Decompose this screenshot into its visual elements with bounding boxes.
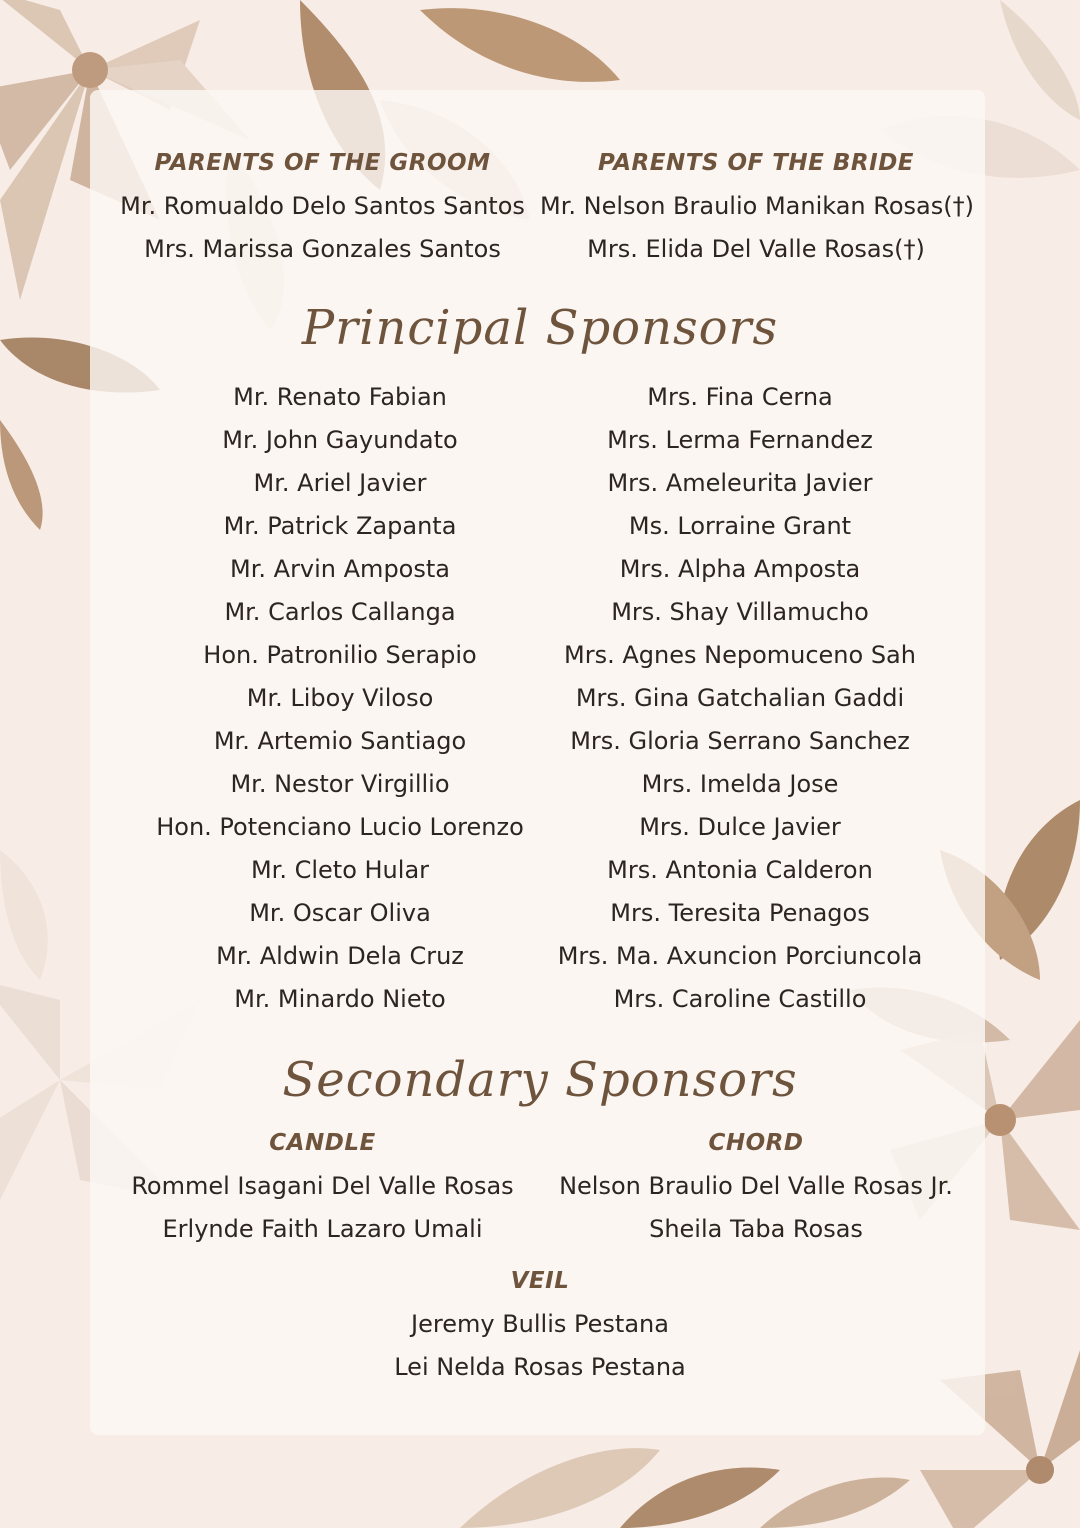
principal-sponsor-man: Mr. Ariel Javier: [253, 469, 427, 497]
principal-sponsor-man: Mr. Oscar Oliva: [249, 899, 431, 927]
chord-name: Sheila Taba Rosas: [649, 1215, 863, 1243]
principal-sponsor-woman: Mrs. Ameleurita Javier: [607, 469, 873, 497]
principal-sponsor-woman: Mrs. Teresita Penagos: [610, 899, 870, 927]
principal-sponsor-man: Mr. Liboy Viloso: [246, 684, 434, 712]
parents-bride-name: Mr. Nelson Braulio Manikan Rosas(†): [540, 192, 974, 220]
principal-sponsor-woman: Mrs. Agnes Nepomuceno Sah: [564, 641, 916, 669]
principal-sponsor-woman: Mrs. Gina Gatchalian Gaddi: [575, 684, 905, 712]
principal-sponsors-men-list: [140, 376, 540, 1021]
principal-sponsor-woman: Mrs. Dulce Javier: [639, 813, 841, 841]
principal-sponsor-woman: Mrs. Caroline Castillo: [613, 985, 867, 1013]
parents-groom-name: Mr. Romualdo Delo Santos Santos: [120, 192, 525, 220]
veil-section: [240, 1260, 840, 1389]
principal-sponsor-man: Mr. Nestor Virgillio: [230, 770, 450, 798]
parents-bride-name: Mrs. Elida Del Valle Rosas(†): [587, 235, 925, 263]
secondary-sponsors-title: Secondary Sponsors: [282, 1052, 798, 1108]
principal-sponsor-man: Mr. Minardo Nieto: [234, 985, 446, 1013]
principal-sponsor-man: Mr. Arvin Amposta: [230, 555, 450, 583]
candle-heading: CANDLE: [269, 1130, 376, 1156]
principal-sponsor-woman: Mrs. Shay Villamucho: [611, 598, 869, 626]
principal-sponsor-woman: Mrs. Fina Cerna: [647, 383, 833, 411]
principal-sponsor-man: Mr. Carlos Callanga: [224, 598, 456, 626]
parents-bride-section: [540, 142, 972, 271]
principal-sponsor-man: Hon. Patronilio Serapio: [203, 641, 477, 669]
principal-sponsor-man: Hon. Potenciano Lucio Lorenzo: [156, 813, 524, 841]
chord-section: [540, 1122, 972, 1251]
principal-sponsor-man: Mr. Cleto Hular: [250, 856, 430, 884]
candle-name: Erlynde Faith Lazaro Umali: [162, 1215, 483, 1243]
parents-groom-name: Mrs. Marissa Gonzales Santos: [144, 235, 501, 263]
candle-section: [110, 1122, 535, 1251]
principal-sponsors-title: Principal Sponsors: [301, 300, 779, 356]
principal-sponsors-women-list: [540, 376, 940, 1021]
veil-name: Jeremy Bullis Pestana: [411, 1310, 669, 1338]
principal-sponsor-man: Mr. Aldwin Dela Cruz: [216, 942, 464, 970]
principal-sponsor-woman: Mrs. Lerma Fernandez: [607, 426, 873, 454]
principal-sponsor-man: Mr. Patrick Zapanta: [223, 512, 457, 540]
principal-sponsor-woman: Ms. Lorraine Grant: [628, 512, 852, 540]
principal-sponsor-man: Mr. Renato Fabian: [233, 383, 447, 411]
principal-sponsor-woman: Mrs. Alpha Amposta: [619, 555, 861, 583]
parents-groom-section: [110, 142, 535, 271]
veil-name: Lei Nelda Rosas Pestana: [394, 1353, 686, 1381]
chord-name: Nelson Braulio Del Valle Rosas Jr.: [559, 1172, 953, 1200]
principal-sponsor-woman: Mrs. Imelda Jose: [641, 770, 839, 798]
veil-heading: VEIL: [510, 1268, 570, 1294]
principal-sponsor-man: Mr. John Gayundato: [222, 426, 458, 454]
principal-sponsor-woman: Mrs. Gloria Serrano Sanchez: [570, 727, 910, 755]
principal-sponsor-man: Mr. Artemio Santiago: [213, 727, 467, 755]
principal-sponsor-woman: Mrs. Ma. Axuncion Porciuncola: [557, 942, 923, 970]
principal-sponsor-woman: Mrs. Antonia Calderon: [607, 856, 873, 884]
chord-heading: CHORD: [708, 1130, 804, 1156]
parents-bride-heading: PARENTS OF THE BRIDE: [597, 150, 914, 176]
parents-groom-heading: PARENTS OF THE GROOM: [154, 150, 491, 176]
candle-name: Rommel Isagani Del Valle Rosas: [131, 1172, 514, 1200]
